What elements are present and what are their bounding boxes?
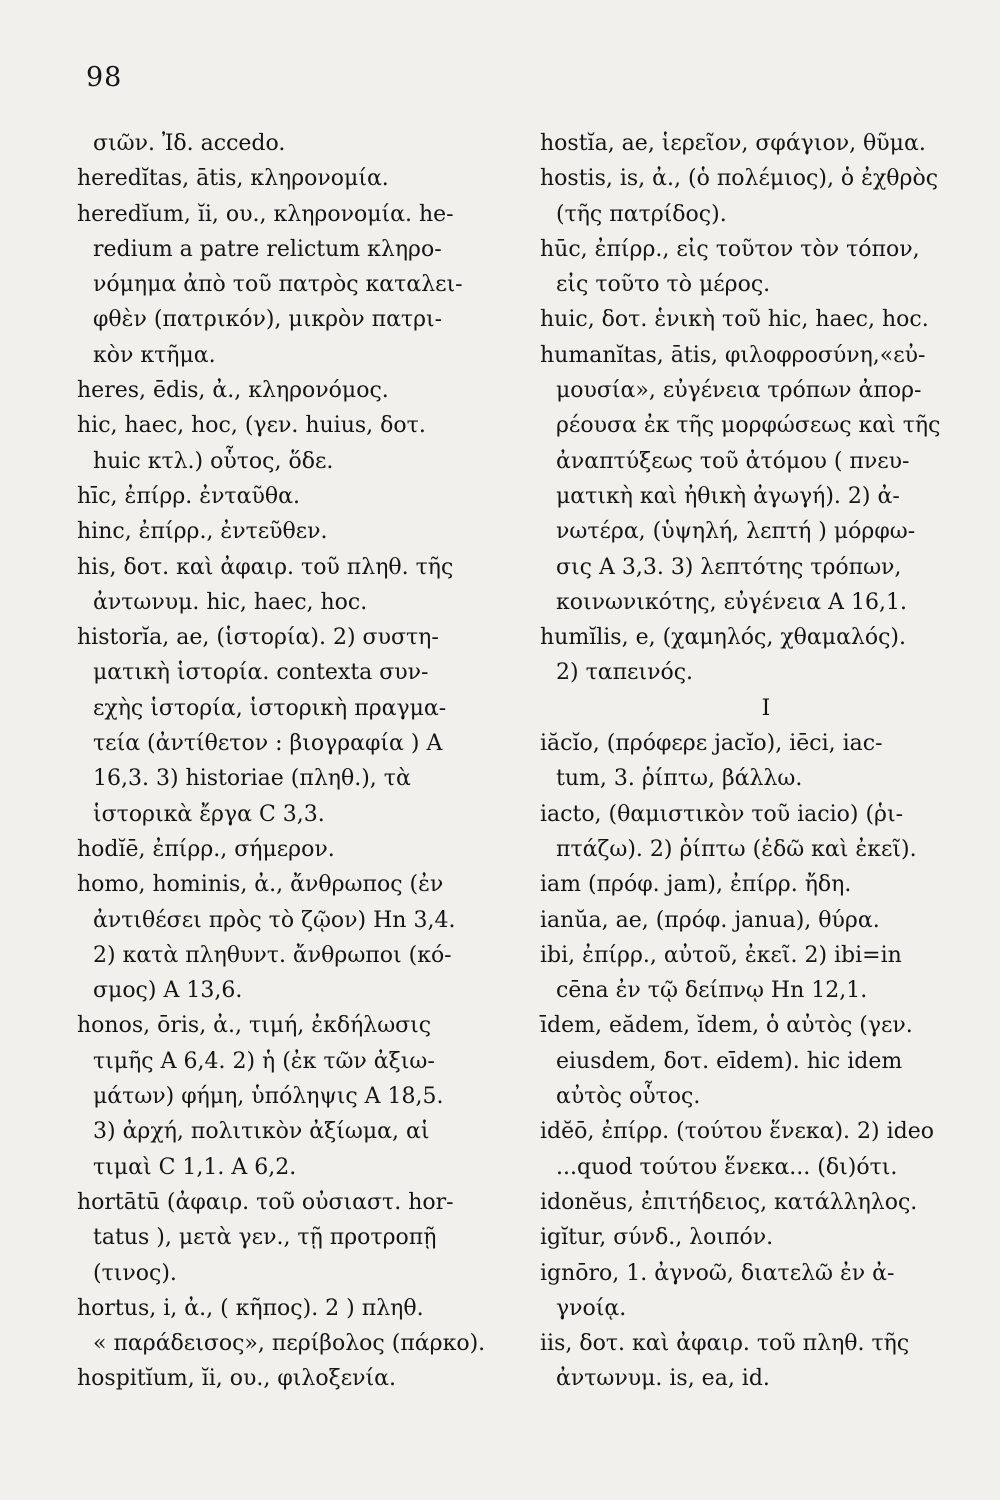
entry-headword-line: hīc, ἐπίρρ. ἐνταῦθα. (77, 483, 300, 509)
entry-continuation-line: εἰς τοῦτο τὸ μέρος. (556, 272, 771, 298)
entry-headword-line: hortātū (ἀφαιρ. τοῦ οὐσιαστ. hor- (77, 1189, 454, 1215)
entry-continuation-line: νωτέρα, (ὑψηλή, λεπτή ) μόρφω- (556, 519, 916, 545)
entry-continuation-line: κὸν κτῆμα. (93, 342, 216, 368)
entry-headword-line: heredĭtas, ātis, κληρονομία. (77, 166, 389, 192)
entry-headword-line: idĕō, ἐπίρρ. (τούτου ἕνεκα). 2) ideo (540, 1119, 934, 1145)
entry-continuation-line: redium a patre relictum κληρο- (93, 236, 442, 262)
entry-headword-line: hic, haec, hoc, (γεν. huius, δοτ. (77, 413, 426, 439)
entry-continuation-line: 16,3. 3) historiae (πληθ.), τὰ (93, 766, 411, 792)
entry-headword-line: heres, ēdis, ἀ., κληρονόμος. (77, 378, 389, 404)
entry-continuation-line: ἀντωνυμ. hic, haec, hoc. (93, 589, 368, 615)
entry-continuation-line: αὐτὸς οὗτος. (556, 1084, 701, 1110)
entry-continuation-line: εχὴς ἱστορία, ἱστορικὴ πραγμα- (93, 695, 447, 721)
entry-continuation-line: φθὲν (πατρικόν), μικρὸν πατρι- (93, 307, 443, 333)
entry-continuation-line: ἀναπτύξεως τοῦ ἀτόμου ( πνευ- (556, 448, 910, 474)
entry-continuation-line: γνοίᾳ. (556, 1295, 627, 1321)
entry-headword-line: hortus, i, ἀ., ( κῆπος). 2 ) πληθ. (77, 1295, 424, 1321)
entry-headword-line: hostĭa, ae, ἱερεῖον, σφάγιον, θῦμα. (540, 131, 926, 156)
entry-continuation-line: eiusdem, δοτ. eīdem). hic idem (556, 1048, 903, 1074)
entry-continuation-line: (τῆς πατρίδος). (556, 201, 727, 227)
entry-headword-line: honos, ōris, ἀ., τιμή, ἐκδήλωσις (77, 1013, 432, 1039)
entry-headword-line: ignōro, 1. ἀγνοῶ, διατελῶ ἐν ἀ- (540, 1260, 895, 1286)
entry-continuation-line: ἱστορικὰ ἔργα C 3,3. (93, 801, 325, 827)
entry-continuation-line: κοινωνικότης, εὐγένεια A 16,1. (556, 589, 908, 615)
entry-headword-line: ibi, ἐπίρρ., αὐτοῦ, ἐκεῖ. 2) ibi=in (540, 942, 902, 968)
section-letter-heading: I (761, 695, 771, 721)
entry-continuation-line: tatus ), μετὰ γεν., τῇ προτροπῇ (93, 1225, 437, 1251)
entry-headword-line: humanĭtas, ātis, φιλοφροσύνη,«εὐ- (540, 342, 926, 368)
entry-headword-line: hūc, ἐπίρρ., εἰς τοῦτον τὸν τόπον, (540, 236, 920, 262)
entry-continuation-line: ἀντιθέσει πρὸς τὸ ζῷον) Hn 3,4. (93, 907, 456, 933)
entry-continuation-line: νόμημα ἀπὸ τοῦ πατρὸς καταλει- (93, 272, 463, 298)
entry-continuation-line: ματικὴ καὶ ἠθικὴ ἀγωγή). 2) ἀ- (556, 483, 900, 509)
entry-headword-line: homo, hominis, ἀ., ἄνθρωπος (ἐν (77, 872, 444, 898)
entry-headword-line: iam (πρόφ. jam), ἐπίρρ. ἤδη. (540, 872, 852, 898)
entry-headword-line: hodĭē, ἐπίρρ., σήμερον. (77, 836, 335, 862)
entry-headword-line: iis, δοτ. καὶ ἀφαιρ. τοῦ πληθ. τῆς (540, 1331, 910, 1357)
entry-continuation-line: « παράδεισος», περίβολος (πάρκο). (93, 1331, 486, 1357)
entry-continuation-line: huic κτλ.) οὗτος, ὅδε. (93, 448, 334, 474)
entry-headword-line: heredĭum, ĭi, ου., κληρονομία. he- (77, 201, 454, 227)
entry-headword-line: huic, δοτ. ἑνικὴ τοῦ hic, haec, hoc. (540, 307, 929, 333)
entry-continuation-line: σιῶν. Ἰδ. accedo. (93, 131, 286, 156)
entry-headword-line: hospitĭum, ĭi, ου., φιλοξενία. (77, 1366, 396, 1392)
entry-continuation-line: τεία (ἀντίθετον : βιογραφία ) A (93, 731, 443, 757)
entry-continuation-line: tum, 3. ῥίπτω, βάλλω. (556, 766, 803, 792)
entry-headword-line: idonĕus, ἐπιτήδειος, κατάλληλος. (540, 1189, 918, 1215)
entry-continuation-line: ἀντωνυμ. is, ea, id. (556, 1366, 770, 1392)
entry-continuation-line: 2) ταπεινός. (556, 660, 694, 686)
entry-continuation-line: ματικὴ ἱστορία. contexta συν- (93, 660, 429, 686)
entry-continuation-line: ...quod τούτου ἕνεκα... (δι)ότι. (556, 1154, 898, 1180)
entry-continuation-line: σμος) A 13,6. (93, 978, 243, 1004)
entry-continuation-line: μάτων) φήμη, ὑπόληψις A 18,5. (93, 1084, 444, 1110)
entry-headword-line: his, δοτ. καὶ ἀφαιρ. τοῦ πληθ. τῆς (77, 554, 454, 580)
entry-headword-line: hostis, is, ἀ., (ὁ πολέμιος), ὁ ἐχθρὸς (540, 166, 939, 192)
entry-continuation-line: ρέουσα ἐκ τῆς μορφώσεως καὶ τῆς (556, 413, 941, 439)
entry-continuation-line: 3) ἀρχή, πολιτικὸν ἀξίωμα, αἱ (93, 1119, 430, 1145)
entry-headword-line: hinc, ἐπίρρ., ἐντεῦθεν. (77, 519, 328, 545)
entry-continuation-line: 2) κατὰ πληθυντ. ἄνθρωποι (κό- (93, 942, 452, 968)
entry-headword-line: iăcĭo, (πρόφερε jacĭo), iēci, iac- (540, 731, 883, 757)
entry-headword-line: historĭa, ae, (ἱστορία). 2) συστη- (77, 625, 439, 651)
right-column (540, 126, 992, 1397)
entry-continuation-line: τιμαὶ C 1,1. A 6,2. (93, 1154, 297, 1180)
left-column (77, 126, 517, 1397)
entry-headword-line: humĭlis, e, (χαμηλός, χθαμαλός). (540, 625, 907, 651)
page-number: 98 (86, 62, 123, 93)
entry-headword-line: iacto, (θαμιστικὸν τοῦ iacio) (ῥι- (540, 801, 904, 827)
entry-continuation-line: μουσία», εὐγένεια τρόπων ἀπορ- (556, 378, 922, 404)
entry-continuation-line: cēna ἐν τῷ δείπνῳ Hn 12,1. (556, 978, 868, 1004)
entry-continuation-line: τιμῆς A 6,4. 2) ἡ (ἐκ τῶν ἀξιω- (93, 1048, 435, 1074)
entry-headword-line: ianŭa, ae, (πρόφ. janua), θύρα. (540, 907, 880, 933)
entry-continuation-line: (τινος). (93, 1260, 177, 1286)
entry-continuation-line: σις A 3,3. 3) λεπτότης τρόπων, (556, 554, 902, 580)
entry-continuation-line: πτάζω). 2) ῥίπτω (ἐδῶ καὶ ἐκεῖ). (556, 836, 917, 862)
entry-headword-line: īdem, eădem, ĭdem, ὁ αὐτὸς (γεν. (540, 1013, 913, 1039)
entry-headword-line: igĭtur, σύνδ., λοιπόν. (540, 1225, 774, 1251)
